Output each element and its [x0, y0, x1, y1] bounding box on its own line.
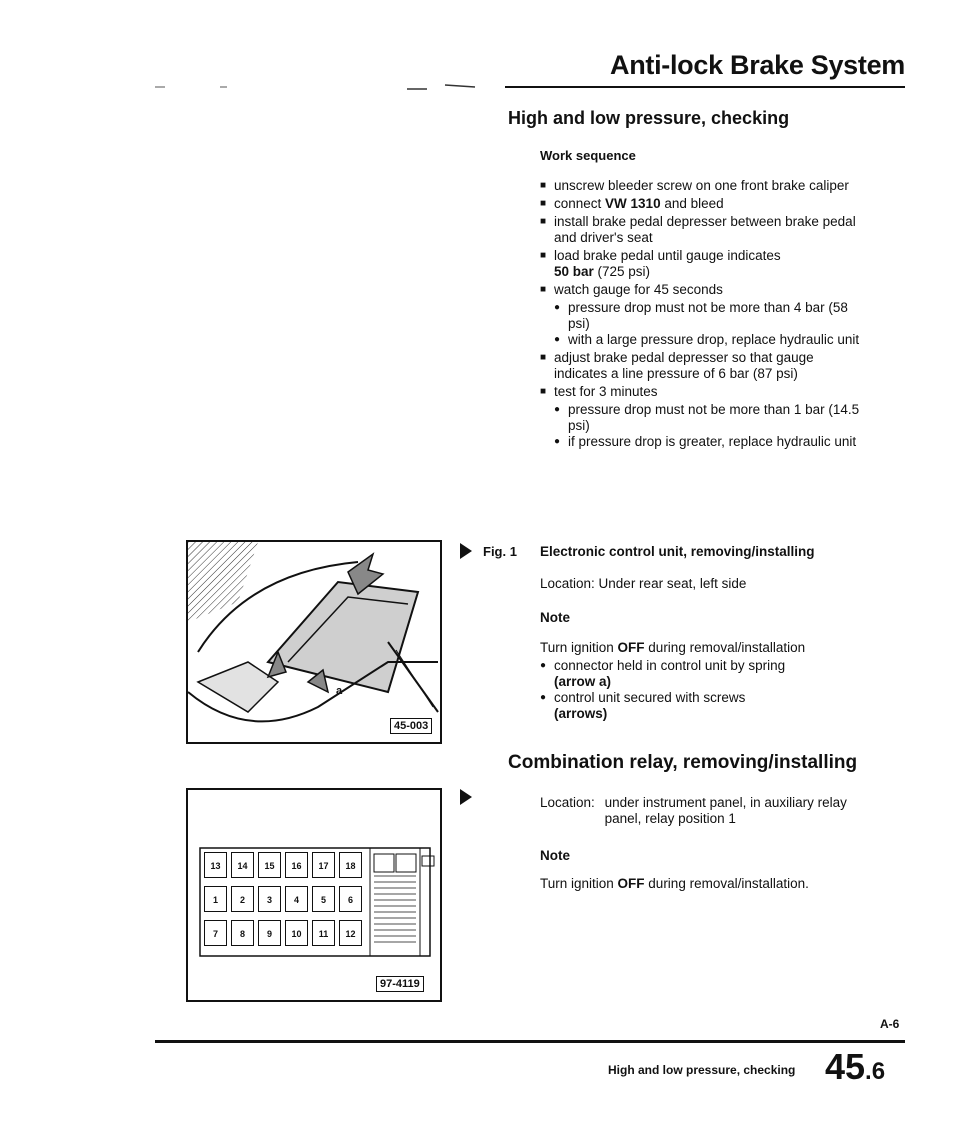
relay-location-text: under instrument panel, in auxiliary relay panel, relay position 1: [604, 795, 847, 826]
relay-slot: 12: [339, 920, 362, 946]
sub-item: ● pressure drop must not be more than 4 bar (58 psi): [554, 300, 870, 332]
relay-location: [540, 795, 865, 827]
step-watch: [540, 282, 870, 348]
page-header-title: Anti-lock Brake System: [610, 50, 906, 80]
sub-screws-arrows: (arrows): [554, 706, 608, 721]
step-watch-sublist: [554, 300, 870, 348]
page-number-main: 45: [825, 1046, 866, 1087]
step-watch-text: watch gauge for 45 seconds: [554, 282, 723, 297]
callout-a: a: [336, 685, 343, 697]
step-unscrew-text: unscrew bleeder screw on one front brake caliper: [554, 178, 849, 193]
relay-slot: 3: [258, 886, 281, 912]
sub-item-screws: [540, 690, 880, 722]
group-3: [540, 350, 870, 450]
fig1-location: Location: Under rear seat, left side: [540, 576, 747, 591]
footer-rule: [155, 1040, 905, 1043]
relay-location-label: Location:: [540, 795, 595, 810]
sub-connector-text: connector held in control unit by spring: [554, 658, 786, 673]
section-heading-relay: Combination relay, removing/installing: [508, 752, 858, 773]
relay-slot: 17: [312, 852, 335, 878]
control-unit-illustration: [188, 542, 440, 742]
step-connect-tool: VW 1310: [605, 196, 661, 211]
relay-note-label: Note: [540, 848, 570, 863]
page-number-sub: .6: [865, 1058, 886, 1085]
relay-slot: 9: [258, 920, 281, 946]
step-test-sublist: [554, 402, 870, 450]
relay-slot: 5: [312, 886, 335, 912]
step-install-text: install brake pedal depresser between brake pedal and driver's seat: [554, 214, 856, 245]
header-dashes: [145, 80, 485, 94]
sub-item: ● pressure drop must not be more than 1 bar (14.5 psi): [554, 402, 870, 434]
group-2: [540, 248, 870, 348]
figure-code: 45-003: [390, 718, 432, 734]
work-sequence-label: Work sequence: [540, 148, 636, 163]
step-load: [540, 248, 870, 280]
sub-connector-arrow: (arrow a): [554, 674, 612, 689]
relay-slot: 16: [285, 852, 308, 878]
fig1-note-pre: Turn ignition: [540, 640, 618, 655]
sub-item: ● if pressure drop is greater, replace hydraulic unit: [554, 434, 870, 450]
relay-row-bottom: [204, 920, 362, 946]
section-heading-pressure: High and low pressure, checking: [508, 108, 790, 128]
step-test: [540, 384, 870, 450]
relay-slot: 14: [231, 852, 254, 878]
page-code: A-6: [880, 1017, 900, 1031]
relay-note-pre: Turn ignition: [540, 876, 618, 891]
figure-relay-panel: [186, 788, 442, 1002]
step-test-text: test for 3 minutes: [554, 384, 658, 399]
page-number: [825, 1046, 885, 1088]
relay-note: [540, 876, 809, 892]
step-install: [540, 214, 870, 246]
relay-row-top: [204, 852, 362, 878]
relay-slot: 10: [285, 920, 308, 946]
fig1-note-label: Note: [540, 610, 570, 625]
fig1-ref: Fig. 1: [483, 544, 517, 559]
fig1-sublist: [540, 658, 880, 722]
step-load-value: 50 bar: [554, 264, 594, 279]
figure-control-unit: [186, 540, 442, 744]
fig1-note-off: OFF: [617, 640, 645, 655]
step-connect-post: and bleed: [660, 196, 724, 211]
fig1-note-post: during removal/installation: [644, 640, 806, 655]
work-sequence-list: [540, 178, 870, 452]
relay-slot: 13: [204, 852, 227, 878]
group-1: [540, 178, 870, 246]
step-connect-pre: connect: [554, 196, 606, 211]
fig1-text: [540, 544, 880, 722]
relay-slot: 18: [339, 852, 362, 878]
relay-slot: 6: [339, 886, 362, 912]
relay-slot: 15: [258, 852, 281, 878]
sub-item: ● with a large pressure drop, replace hydraulic unit: [554, 332, 870, 348]
relay-slot: 2: [231, 886, 254, 912]
relay-slot: 4: [285, 886, 308, 912]
step-unscrew: [540, 178, 870, 194]
relay-slot: 7: [204, 920, 227, 946]
fig1-arrow-icon: [460, 543, 472, 559]
sub-item-connector: [540, 658, 880, 690]
footer-label: High and low pressure, checking: [608, 1063, 796, 1077]
relay-slot: 8: [231, 920, 254, 946]
fig1-note: [540, 640, 880, 656]
relay-slot: 11: [312, 920, 335, 946]
figure-code: 97-4119: [376, 976, 424, 992]
sub-screws-text: control unit secured with screws: [554, 690, 746, 705]
step-connect: [540, 196, 870, 212]
step-load-post: (725 psi): [593, 264, 651, 279]
relay-note-off: OFF: [617, 876, 645, 891]
relay-row-mid: [204, 886, 362, 912]
relay-slot: 1: [204, 886, 227, 912]
header-rule: [505, 86, 905, 88]
step-adjust: ■ adjust brake pedal depresser so that gauge indicates a line pressure of 6 bar (87 psi): [540, 350, 870, 382]
relay-note-post: during removal/installation.: [644, 876, 809, 891]
fig2-arrow-icon: [460, 789, 472, 805]
step-load-pre: load brake pedal until gauge indicates: [554, 248, 781, 263]
fig1-heading: Electronic control unit, removing/installing: [540, 544, 815, 559]
